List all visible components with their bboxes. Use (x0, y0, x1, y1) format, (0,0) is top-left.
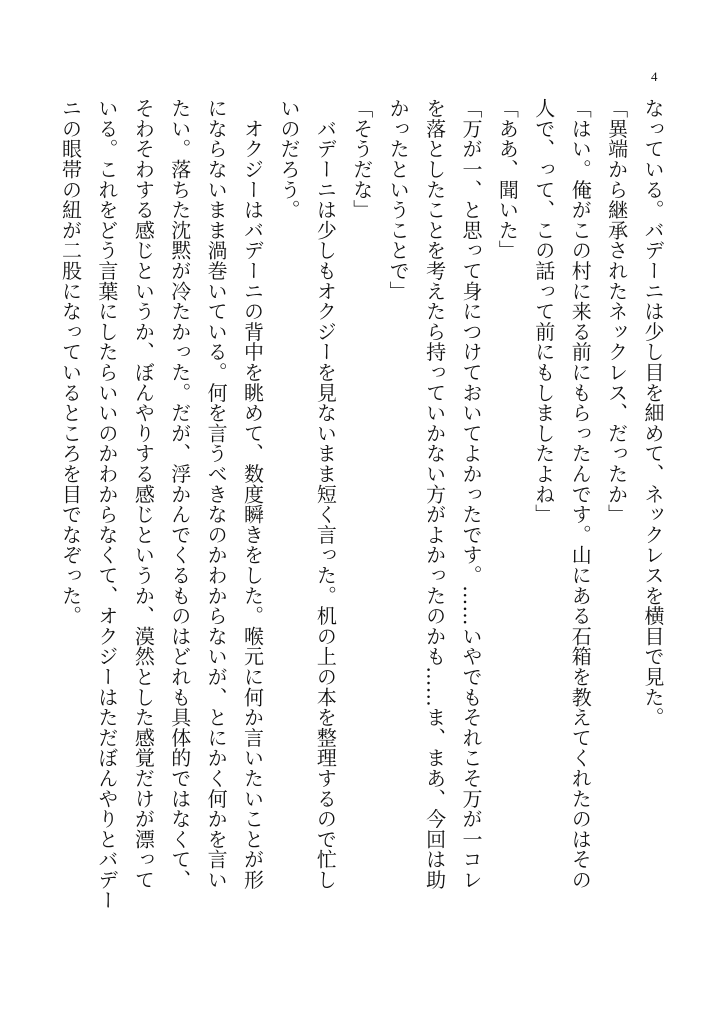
text-line: 「万が一、と思って身につけておいてよかったです。……いやでもそれこそ万が一コレ (458, 98, 483, 890)
text-line: かったということで」 (386, 98, 411, 301)
text-line: バデーニは少しもオクジーを見ないまま短く言った。机の上の本を整理するので忙し (313, 98, 338, 890)
text-line: ニの眼帯の紐が二股になっているところを目でなぞった。 (58, 98, 83, 626)
text-line: を落としたことを考えたら持っていかない方がよかったのかも……ま、まあ、今回は助 (422, 98, 447, 890)
text-line: オクジーはバデーニの背中を眺めて、数度瞬きをした。喉元に何か言いたいことが形 (240, 98, 265, 890)
text-line: いる。これをどう言葉にしたらいいのかわからなくて、オクジーはただぼんやりとバデー (94, 98, 119, 910)
text-line: 「はい。俺がこの村に来る前にもらったんです。山にある石箱を教えてくれたのはその (568, 98, 593, 890)
text-line: にならないまま渦巻いている。何を言うべきなのかわからないが、とにかく何かを言い (204, 98, 229, 890)
text-line: なっている。バデーニは少し目を細めて、ネックレスを横目で見た。 (641, 98, 665, 728)
text-line: 「ああ、聞いた」 (495, 98, 520, 261)
text-line: 人で、って、この話って前にもしましたよね」 (531, 98, 556, 525)
text-line: いのだろう。 (276, 98, 301, 220)
text-line: たい。落ちた沈黙が冷たかった。だが、浮かんでくるものはどれも具体的ではなくて、 (167, 98, 192, 890)
novel-body-text (52, 98, 671, 978)
text-line: 「そうだな」 (349, 98, 374, 220)
page-number: 4 (651, 69, 658, 84)
text-line: そわそわする感じというか、ぼんやりする感じというか、漠然とした感覚だけが漂って (131, 98, 156, 890)
text-line: 「異端から継承されたネックレス、だったか」 (604, 98, 629, 525)
